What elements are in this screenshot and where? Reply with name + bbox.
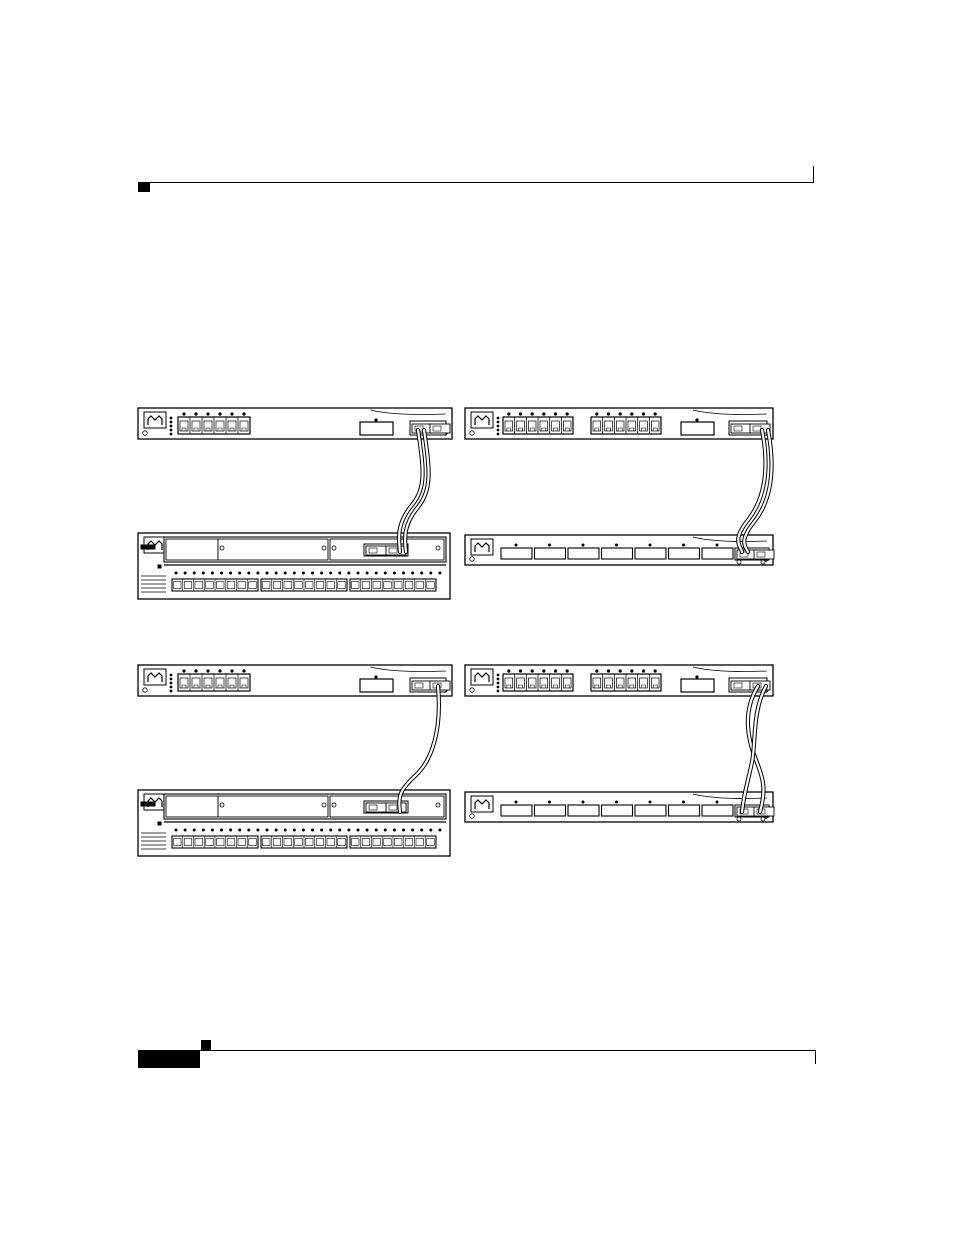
mode-led	[170, 433, 172, 435]
port-led	[195, 413, 197, 415]
port-led	[531, 670, 533, 672]
mode-led	[497, 690, 499, 692]
mode-led	[170, 686, 172, 688]
port-led	[183, 670, 185, 672]
rj45-port	[249, 839, 257, 846]
gbic-led	[682, 801, 684, 803]
mode-led	[170, 678, 172, 680]
module-screw-icon	[436, 546, 440, 550]
blank-module-panel	[166, 796, 218, 817]
gbic-connector	[734, 426, 742, 431]
rj45-port	[552, 421, 560, 431]
module-screw-icon	[322, 803, 326, 807]
status-led	[158, 822, 161, 825]
port-led	[430, 829, 432, 831]
rj45-port	[273, 582, 281, 589]
gbic-led	[649, 801, 651, 803]
footer-rule	[138, 1050, 816, 1051]
gbic-connector	[369, 805, 377, 810]
mode-led	[170, 690, 172, 692]
rj45-port	[195, 839, 203, 846]
port-led	[207, 670, 209, 672]
port-led	[402, 829, 404, 831]
mode-led	[497, 682, 499, 684]
rj45-port	[249, 582, 257, 589]
port-led	[619, 670, 621, 672]
port-led	[195, 670, 197, 672]
rj45-port	[238, 582, 246, 589]
rj45-port	[416, 839, 424, 846]
port-led	[439, 829, 441, 831]
rj45-port	[192, 678, 200, 688]
rj45-port	[180, 421, 188, 431]
port-led	[219, 670, 221, 672]
mode-led	[497, 678, 499, 680]
port-led	[248, 572, 250, 574]
mode-led	[497, 421, 499, 423]
rj45-port	[174, 839, 182, 846]
port-led	[339, 572, 341, 574]
port-led	[220, 572, 222, 574]
rj45-port	[640, 678, 648, 688]
stack-cable-top-right-2-outer	[744, 430, 771, 552]
port-led	[421, 572, 423, 574]
stack-cable-top-right-1-inner	[738, 430, 765, 552]
port-led	[257, 829, 259, 831]
port-led	[248, 829, 250, 831]
port-led	[231, 670, 233, 672]
port-led	[293, 829, 295, 831]
mode-led	[497, 417, 499, 419]
mode-button-label	[141, 802, 155, 806]
port-led	[357, 829, 359, 831]
expansion-module	[218, 796, 328, 817]
rj45-port	[405, 839, 413, 846]
port-led	[330, 829, 332, 831]
switch-12-port	[138, 408, 452, 439]
port-led	[554, 413, 556, 415]
rj45-port	[306, 839, 314, 846]
gbic-connector	[757, 552, 765, 557]
rj45-port	[552, 678, 560, 688]
port-led	[175, 829, 177, 831]
rj45-port	[263, 839, 271, 846]
module-screw-icon	[220, 546, 224, 550]
port-led	[393, 572, 395, 574]
port-led	[430, 572, 432, 574]
rj45-port	[217, 582, 225, 589]
port-led	[508, 413, 510, 415]
stack-port-screw-icon	[761, 817, 765, 821]
port-led	[631, 670, 633, 672]
port-led	[202, 572, 204, 574]
rj45-port	[540, 421, 548, 431]
gbic-connector	[389, 548, 397, 553]
port-led	[619, 413, 621, 415]
port-led	[375, 829, 377, 831]
rj45-port	[405, 582, 413, 589]
gbic-connector	[433, 426, 441, 431]
rj45-port	[295, 582, 303, 589]
rj45-port	[263, 582, 271, 589]
port-led	[421, 829, 423, 831]
port-led	[275, 572, 277, 574]
port-led	[219, 413, 221, 415]
rj45-port	[362, 839, 370, 846]
gbic-led	[716, 801, 718, 803]
port-led	[284, 572, 286, 574]
rj45-port	[517, 421, 525, 431]
gbic-slot	[568, 805, 599, 816]
rj45-port	[216, 678, 224, 688]
port-led	[211, 829, 213, 831]
gbic-slot	[602, 548, 633, 559]
rj45-port	[373, 839, 381, 846]
footer-page-tab	[138, 1051, 200, 1068]
rj45-port	[306, 582, 314, 589]
gbic-led	[615, 801, 617, 803]
mode-led	[497, 433, 499, 435]
rj45-port	[206, 582, 214, 589]
port-led	[439, 572, 441, 574]
rj45-port	[316, 582, 324, 589]
switch-modular-48	[138, 790, 450, 856]
mode-led	[497, 429, 499, 431]
gbic-led	[515, 544, 517, 546]
gbic-slot	[702, 805, 733, 816]
gbic-slot	[635, 548, 666, 559]
port-led	[207, 413, 209, 415]
rj45-port	[640, 421, 648, 431]
gbic-led	[375, 419, 377, 421]
rj45-port	[628, 421, 636, 431]
status-led	[158, 565, 161, 568]
rj45-port	[427, 582, 435, 589]
rj45-port	[206, 839, 214, 846]
port-led	[393, 829, 395, 831]
rj45-port	[605, 678, 613, 688]
gbic-led	[716, 544, 718, 546]
gbic-slot	[535, 805, 566, 816]
port-led	[230, 572, 232, 574]
rj45-port	[228, 421, 236, 431]
port-led	[275, 829, 277, 831]
port-led	[384, 829, 386, 831]
switch-gbic-8-slot	[465, 535, 774, 565]
mount-screw-icon	[470, 814, 474, 818]
rj45-port	[616, 678, 624, 688]
rj45-port	[373, 582, 381, 589]
port-led	[330, 572, 332, 574]
rj45-port	[395, 582, 403, 589]
port-led	[257, 572, 259, 574]
mode-led	[497, 674, 499, 676]
rj45-port	[352, 582, 360, 589]
gbic-module-slot	[681, 679, 714, 692]
rj45-port	[295, 839, 303, 846]
port-led	[175, 572, 177, 574]
port-led	[366, 572, 368, 574]
port-led	[543, 670, 545, 672]
gbic-module-slot	[681, 422, 714, 435]
footer-square-marker	[201, 1040, 211, 1050]
rj45-port	[517, 678, 525, 688]
port-led	[596, 413, 598, 415]
mode-led	[170, 429, 172, 431]
gbic-slot	[635, 805, 666, 816]
rj45-port	[616, 421, 624, 431]
rj45-port	[593, 678, 601, 688]
gbic-led	[696, 419, 698, 421]
gbic-connector	[369, 548, 377, 553]
port-led	[293, 572, 295, 574]
rj45-port	[384, 582, 392, 589]
module-screw-icon	[332, 546, 336, 550]
stack-port-screw-icon	[737, 817, 741, 821]
rj45-port	[563, 678, 571, 688]
mode-led	[497, 425, 499, 427]
rj45-port	[338, 839, 346, 846]
rj45-port	[427, 839, 435, 846]
rj45-port	[227, 582, 235, 589]
gbic-connector	[734, 683, 742, 688]
port-led	[508, 670, 510, 672]
rj45-port	[240, 421, 248, 431]
gbic-module-slot	[360, 679, 393, 692]
port-led	[654, 670, 656, 672]
port-led	[348, 829, 350, 831]
gbic-led	[548, 544, 550, 546]
port-led	[654, 413, 656, 415]
rj45-port	[227, 839, 235, 846]
port-led	[202, 829, 204, 831]
rj45-port	[327, 839, 335, 846]
stack-port-screw-icon	[737, 560, 741, 564]
rj45-port	[540, 678, 548, 688]
rj45-port	[605, 421, 613, 431]
port-led	[243, 670, 245, 672]
rj45-port	[628, 678, 636, 688]
module-screw-icon	[220, 803, 224, 807]
module-screw-icon	[322, 546, 326, 550]
gbic-led	[582, 544, 584, 546]
port-led	[519, 670, 521, 672]
port-led	[183, 413, 185, 415]
port-led	[375, 572, 377, 574]
blank-module-panel	[166, 539, 218, 560]
rj45-port	[273, 839, 281, 846]
mount-screw-icon	[470, 431, 474, 435]
gbic-slot	[602, 805, 633, 816]
rj45-port	[204, 421, 212, 431]
mode-led	[170, 682, 172, 684]
port-led	[184, 572, 186, 574]
gbic-connector	[389, 805, 397, 810]
gbic-connector	[753, 426, 761, 431]
gbic-slot	[501, 548, 532, 559]
port-led	[339, 829, 341, 831]
rj45-port	[284, 839, 292, 846]
gbic-slot	[535, 548, 566, 559]
gbic-slot	[568, 548, 599, 559]
rj45-port	[505, 678, 513, 688]
rj45-port	[240, 678, 248, 688]
gbic-led	[696, 676, 698, 678]
port-led	[321, 572, 323, 574]
rj45-port	[184, 582, 192, 589]
footer-tick	[815, 1051, 816, 1064]
port-led	[220, 829, 222, 831]
port-led	[366, 829, 368, 831]
port-led	[311, 829, 313, 831]
expansion-module	[218, 539, 328, 560]
port-led	[230, 829, 232, 831]
port-led	[531, 413, 533, 415]
port-led	[321, 829, 323, 831]
rj45-port	[184, 839, 192, 846]
rj45-port	[362, 582, 370, 589]
rj45-port	[395, 839, 403, 846]
stack-port-screw-icon	[761, 560, 765, 564]
rj45-port	[284, 582, 292, 589]
rj45-port	[651, 678, 659, 688]
rj45-port	[195, 582, 203, 589]
rj45-port	[563, 421, 571, 431]
port-led	[311, 572, 313, 574]
rj45-port	[327, 582, 335, 589]
mount-screw-icon	[143, 688, 147, 692]
port-led	[193, 829, 195, 831]
mount-screw-icon	[143, 431, 147, 435]
gbic-slot	[501, 805, 532, 816]
gbic-led	[515, 801, 517, 803]
port-led	[231, 413, 233, 415]
port-led	[596, 670, 598, 672]
module-screw-icon	[332, 803, 336, 807]
rj45-port	[216, 421, 224, 431]
port-led	[412, 829, 414, 831]
mode-led	[170, 425, 172, 427]
mode-button-label	[141, 545, 155, 549]
rj45-port	[228, 678, 236, 688]
port-led	[642, 413, 644, 415]
rj45-port	[352, 839, 360, 846]
rj45-port	[316, 839, 324, 846]
rj45-port	[384, 839, 392, 846]
gbic-slot	[669, 548, 700, 559]
rj45-port	[238, 839, 246, 846]
port-led	[243, 413, 245, 415]
module-screw-icon	[436, 803, 440, 807]
port-led	[302, 572, 304, 574]
port-led	[357, 572, 359, 574]
port-led	[348, 572, 350, 574]
rj45-port	[416, 582, 424, 589]
rj45-port	[338, 582, 346, 589]
rj45-port	[180, 678, 188, 688]
port-led	[284, 829, 286, 831]
rj45-port	[505, 421, 513, 431]
rj45-port	[528, 421, 536, 431]
port-led	[266, 572, 268, 574]
switch-24-port	[465, 408, 773, 439]
mount-screw-icon	[470, 688, 474, 692]
mode-led	[170, 674, 172, 676]
port-led	[642, 670, 644, 672]
port-led	[211, 572, 213, 574]
port-led	[239, 572, 241, 574]
port-led	[384, 572, 386, 574]
port-led	[239, 829, 241, 831]
port-led	[402, 572, 404, 574]
port-led	[607, 413, 609, 415]
rj45-port	[204, 678, 212, 688]
rj45-port	[192, 421, 200, 431]
gbic-led	[649, 544, 651, 546]
port-led	[607, 670, 609, 672]
mode-led	[497, 686, 499, 688]
gbic-led	[582, 801, 584, 803]
port-led	[631, 413, 633, 415]
rj45-port	[174, 582, 182, 589]
gbic-led	[548, 801, 550, 803]
gbic-module-slot	[360, 422, 393, 435]
gbic-slot	[702, 548, 733, 559]
switch-24-port	[465, 665, 773, 696]
gbic-led	[615, 544, 617, 546]
port-led	[519, 413, 521, 415]
rj45-port	[593, 421, 601, 431]
gbic-led	[375, 676, 377, 678]
port-led	[266, 829, 268, 831]
port-led	[543, 413, 545, 415]
port-led	[412, 572, 414, 574]
port-led	[566, 670, 568, 672]
gbic-led	[682, 544, 684, 546]
rj45-port	[528, 678, 536, 688]
gbic-slot	[669, 805, 700, 816]
mount-screw-icon	[470, 557, 474, 561]
port-led	[566, 413, 568, 415]
port-led	[302, 829, 304, 831]
gbic-connector	[415, 683, 423, 688]
mode-led	[170, 421, 172, 423]
switch-12-port	[138, 665, 452, 696]
rj45-port	[217, 839, 225, 846]
rj45-port	[651, 421, 659, 431]
switch-gbic-8-slot	[465, 792, 774, 822]
port-led	[193, 572, 195, 574]
port-led	[184, 829, 186, 831]
port-led	[554, 670, 556, 672]
mode-led	[170, 417, 172, 419]
